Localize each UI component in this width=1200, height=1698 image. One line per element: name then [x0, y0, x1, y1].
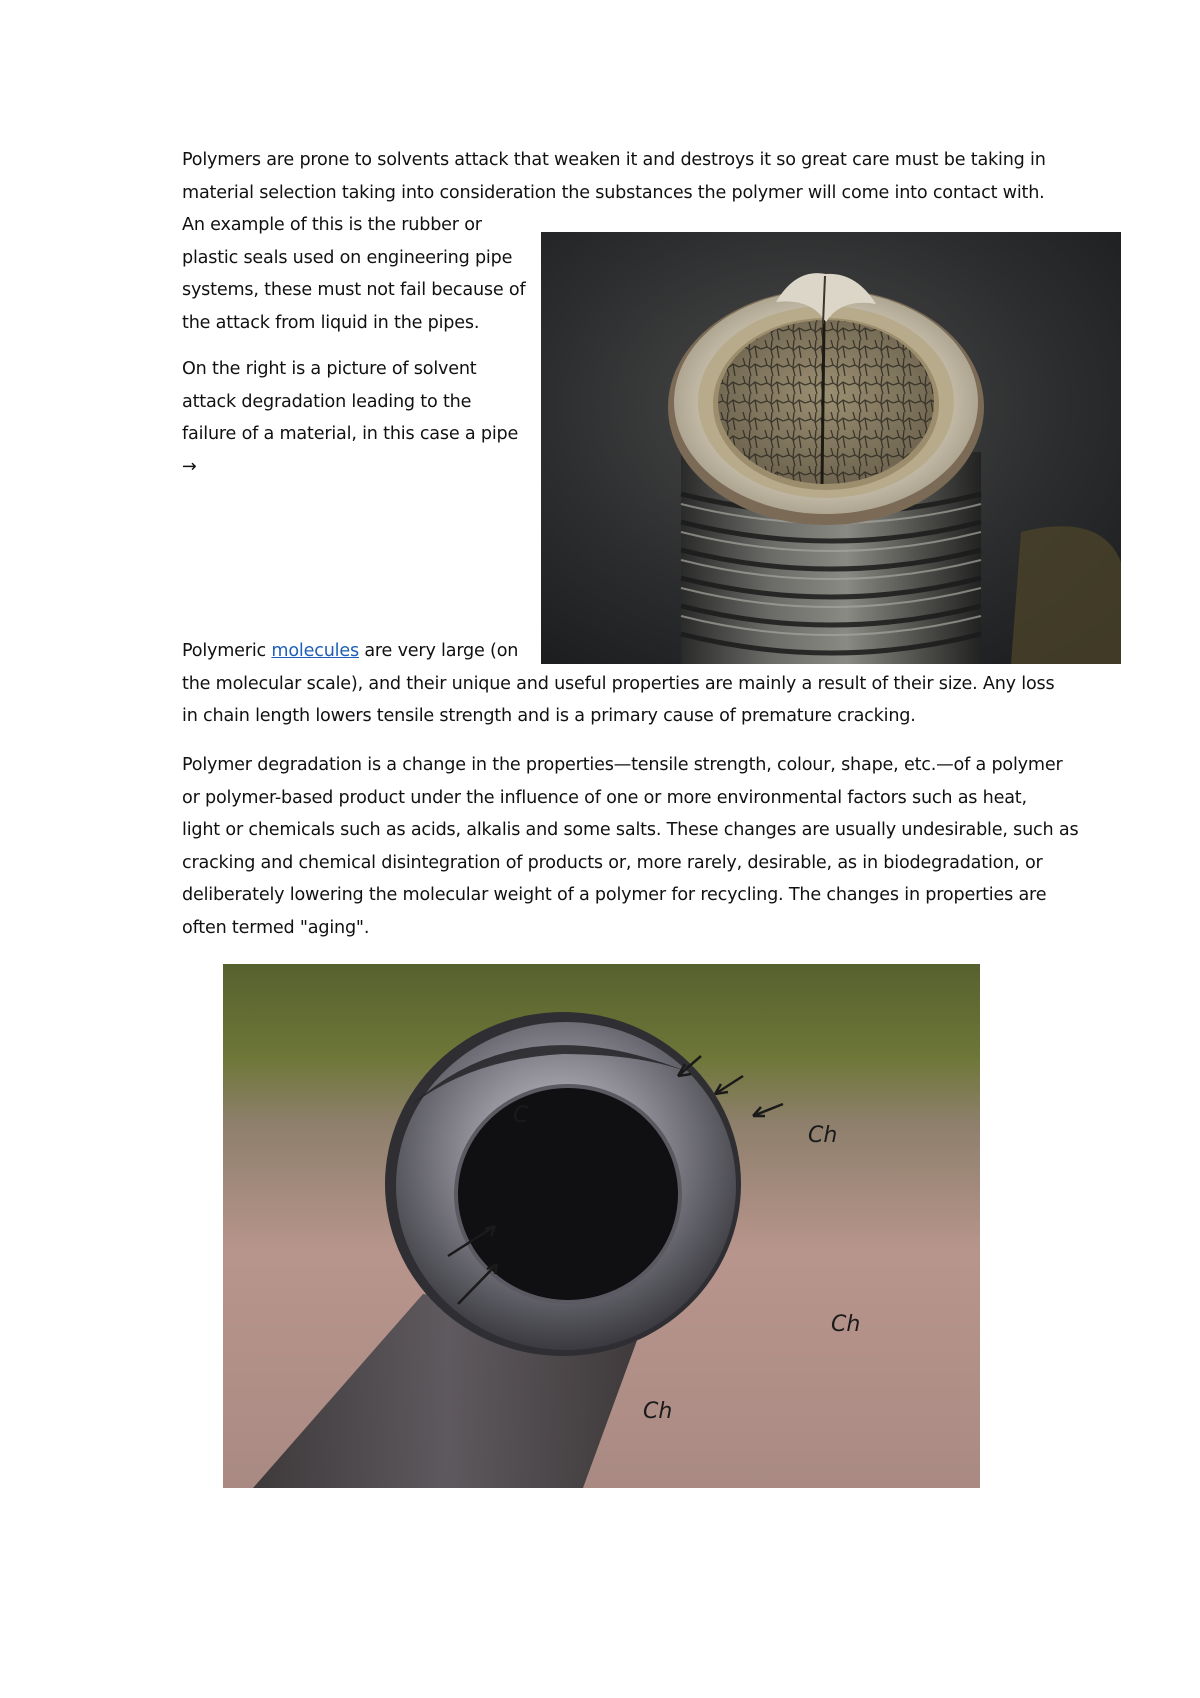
text-line: deliberately lowering the molecular weight of a polymer for recycling. The changes in properties are	[182, 885, 1047, 905]
text-line: material selection taking into consideration the substances the polymer will come into contact with.	[182, 182, 1045, 203]
text-fragment: are very large (on	[358, 641, 519, 661]
molecules-link[interactable]: molecules	[271, 641, 359, 661]
text-line: On the right is a picture of solvent	[182, 359, 477, 379]
paragraph-degradation	[182, 749, 1078, 944]
text-line: cracking and chemical disintegration of products or, more rarely, desirable, as in biodegradation, or	[182, 852, 1043, 873]
text-line: plastic seals used on engineering pipe	[182, 247, 513, 268]
text-line: the molecular scale), and their unique and useful properties are mainly a result of their size. Any loss	[182, 673, 1055, 694]
label-ch-top: Ch	[808, 1123, 838, 1148]
cracked-pipe-photo	[223, 964, 980, 1488]
text-fragment: Polymeric	[182, 641, 272, 661]
text-line: the attack from liquid in the pipes.	[182, 312, 480, 333]
degraded-pipe-photo	[541, 232, 1121, 664]
text-line: Polymer degradation is a change in the properties—tensile strength, colour, shape, etc.—of a polymer	[182, 755, 1063, 775]
text-line: An example of this is the rubber or	[182, 215, 482, 235]
text-line: light or chemicals such as acids, alkalis and some salts. These changes are usually undesirable, such as	[182, 820, 1079, 840]
text-line: in chain length lowers tensile strength and is a primary cause of premature cracking.	[182, 706, 916, 726]
label-c: C	[513, 1103, 529, 1128]
text-line: or polymer-based product under the influence of one or more environmental factors such as heat,	[182, 787, 1027, 808]
label-ch-bottom: Ch	[643, 1399, 673, 1424]
label-ch-right: Ch	[831, 1312, 861, 1337]
text-line: attack degradation leading to the	[182, 391, 472, 412]
text-line: Polymers are prone to solvents attack that weaken it and destroys it so great care must be taking in	[182, 150, 1046, 170]
text-line: systems, these must not fail because of	[182, 280, 526, 300]
text-line: failure of a material, in this case a pipe	[182, 424, 519, 444]
paragraph-picture-note	[182, 353, 518, 483]
arrow-right-icon: →	[182, 456, 197, 477]
text-line: often termed "aging".	[182, 917, 370, 938]
